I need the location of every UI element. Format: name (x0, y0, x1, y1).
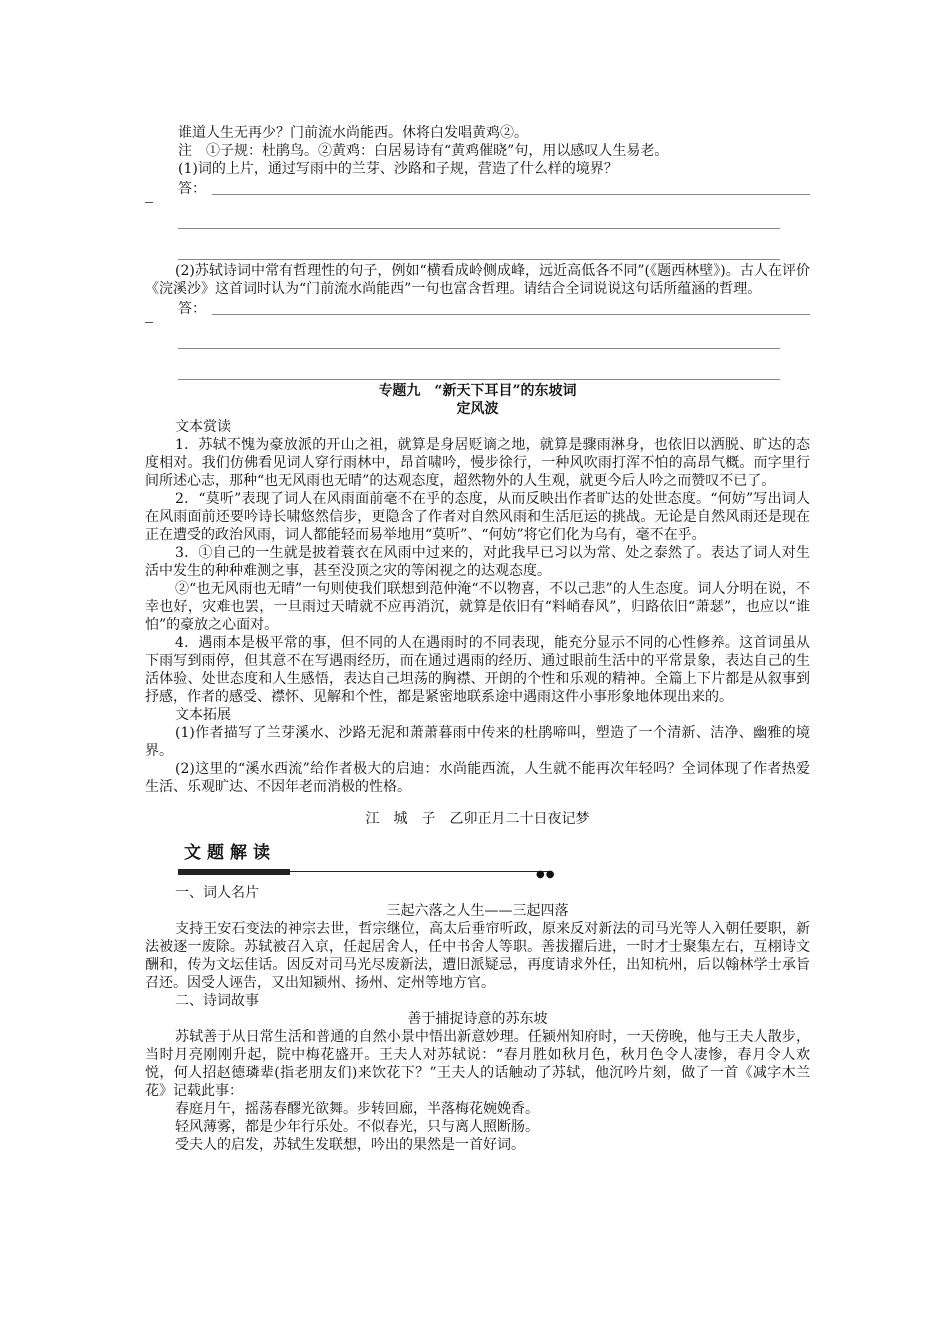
answer-1-line-3[interactable] (178, 259, 780, 260)
extension-item: (2)这里的“溪水西流”给作者极大的启迪：水尚能西流，人生就不能再次年轻吗？全词体现了作者热爱生活、乐观旷达、不因年老而消极的性格。 (145, 761, 810, 795)
document-body (145, 124, 810, 1154)
verse-line: 春庭月午，摇荡春醪光欲舞。步转回廊，半落梅花婉娩香。 (175, 1101, 539, 1117)
question-1: (1)词的上片，通过写雨中的兰芽、沙路和子规，营造了什么样的境界？ (178, 161, 618, 177)
verse-line: 轻风薄雾，都是少年行乐处。不似春光，只与离人照断肠。 (175, 1119, 539, 1135)
answer-2-stub (145, 318, 810, 332)
part-2-title: 善于捕捉诗意的苏东坡 (407, 1011, 548, 1027)
banner-dots-icon: ●● (536, 869, 556, 880)
question-2: (2)苏轼诗词中常有哲理性的句子，例如“横看成岭侧成峰，远近高低各不同”(《题西林壁》)。古人在评价《浣溪沙》这首词时认为“门前流水尚能西”一句也富含哲理。请结合全词说说这句话所蕴涵的哲理。 (145, 263, 810, 297)
answer-1-line (212, 194, 810, 195)
part-2-text: 苏轼善于从日常生活和普通的自然小景中悟出新意妙理。任颍州知府时，一天傍晚，他与王夫人散步，当时月亮刚刚升起，院中梅花盛开。王夫人对苏轼说：“春月胜如秋月色，秋月色令人凄惨，春月令人欢悦，何人招赵德璘辈(指老朋友们)来饮花下？”王夫人的话触动了苏轼，他沉吟片刻，做了一首《减字木兰花》记载此事： (145, 1029, 810, 1099)
answer-2-label: 答： (178, 301, 206, 317)
poem-note: 注 ①子规：杜鹃鸟。②黄鸡：白居易诗有“黄鸡催晓”句，用以感叹人生易老。 (178, 143, 669, 159)
poem-tail: 谁道人生无再少？门前流水尚能西。休将白发唱黄鸡②。 (178, 125, 528, 141)
appreciation-heading: 文本赏读 (175, 419, 231, 435)
banner-rule (290, 871, 550, 872)
answer-2-line-3[interactable] (178, 379, 780, 380)
part-1-title: 三起六落之人生——三起四落 (386, 903, 569, 919)
section-banner (178, 836, 810, 880)
extension-item: (1)作者描写了兰芽溪水、沙路无泥和萧萧暮雨中传来的杜鹃啼叫，塑造了一个清新、洁净、幽雅的境界。 (145, 725, 810, 759)
appreciation-item: 4．遇雨本是极平常的事，但不同的人在遇雨时的不同表现，能充分显示不同的心性修养。这首词虽从下雨写到雨停，但其意不在写遇雨经历，而在通过遇雨的经历、通过眼前生活中的平常景象，表达自己的生活体验、处世态度和人生感悟，表达自己坦荡的胸襟、开朗的个性和乐观的精神。全篇上下片都是从叙事到抒感，作者的感受、襟怀、见解和个性，都是紧密地联系途中遇雨这件小事形象地体现出来的。 (145, 635, 810, 705)
appreciation-item: 3．①自己的一生就是披着蓑衣在风雨中过来的，对此我早已习以为常、处之泰然了。表达了词人对生活中发生的种种难测之事，甚至没顶之灾的等闲视之的达观态度。 (145, 545, 810, 579)
closing-text: 受夫人的启发，苏轼生发联想，吟出的果然是一首好词。 (175, 1137, 525, 1153)
appreciation-item: ②“也无风雨也无晴”一句则使我们联想到范仲淹“不以物喜，不以己悲”的人生态度。词人分明在说，不幸也好，灾难也罢，一旦雨过天晴就不应再消沉，就算是依旧有“料峭春风”，归路依旧“萧瑟”，也应以“谁怕”的豪放之心面对。 (145, 581, 810, 633)
part-2-heading: 二、诗词故事 (175, 993, 259, 1009)
banner-bar (178, 869, 290, 875)
appreciation-item: 2．“莫听”表现了词人在风雨面前毫不在乎的态度，从而反映出作者旷达的处世态度。“何妨”写出词人在风雨面前还要吟诗长啸悠然信步，更隐含了作者对自然风雨和生活厄运的挑战。无论是自然风雨还是现在正在遭受的政治风雨，词人都能轻而易举地用“莫听”、“何妨”将它们化为乌有，毫不在乎。 (145, 491, 810, 543)
answer-2-line (212, 314, 810, 315)
answer-1-field[interactable] (145, 178, 810, 198)
answer-2-field[interactable] (145, 298, 810, 318)
next-poem-title: 江 城 子 乙卯正月二十日夜记梦 (365, 811, 590, 827)
section-title: 专题九 “新天下耳目”的东坡词 (378, 383, 577, 399)
part-1-text: 支持王安石变法的神宗去世，哲宗继位，高太后垂帘听政，原来反对新法的司马光等人入朝任要职，新法被逐一废除。苏轼被召入京，任起居舍人，任中书舍人等职。善拔擢后进，一时才士聚集左右，互栩诗文酬和，传为文坛佳话。因反对司马光尽废新法，遭旧派疑忌，再度请求外任，出知杭州，后以翰林学士承旨召还。因受人诬告，又出知颍州、扬州、定州等地方官。 (145, 921, 810, 991)
answer-1-stub (145, 198, 810, 212)
extension-heading: 文本拓展 (175, 707, 231, 723)
banner-title: 文题解读 (184, 843, 276, 863)
appreciation-item: 1．苏轼不愧为豪放派的开山之祖，就算是身居贬谪之地，就算是骤雨淋身，也依旧以洒脱、旷达的态度相对。我们仿佛看见词人穿行雨林中，昂首啸吟，慢步徐行，一种风吹雨打浑不怕的高昂气概。而字里行间所述心志，那种“也无风雨也无晴”的达观态度，超然物外的人生观，就更今后人吟之而赞叹不已了。 (145, 437, 810, 489)
part-1-heading: 一、词人名片 (175, 885, 259, 901)
poem-title: 定风波 (456, 401, 499, 417)
answer-1-label: 答： (178, 181, 206, 197)
